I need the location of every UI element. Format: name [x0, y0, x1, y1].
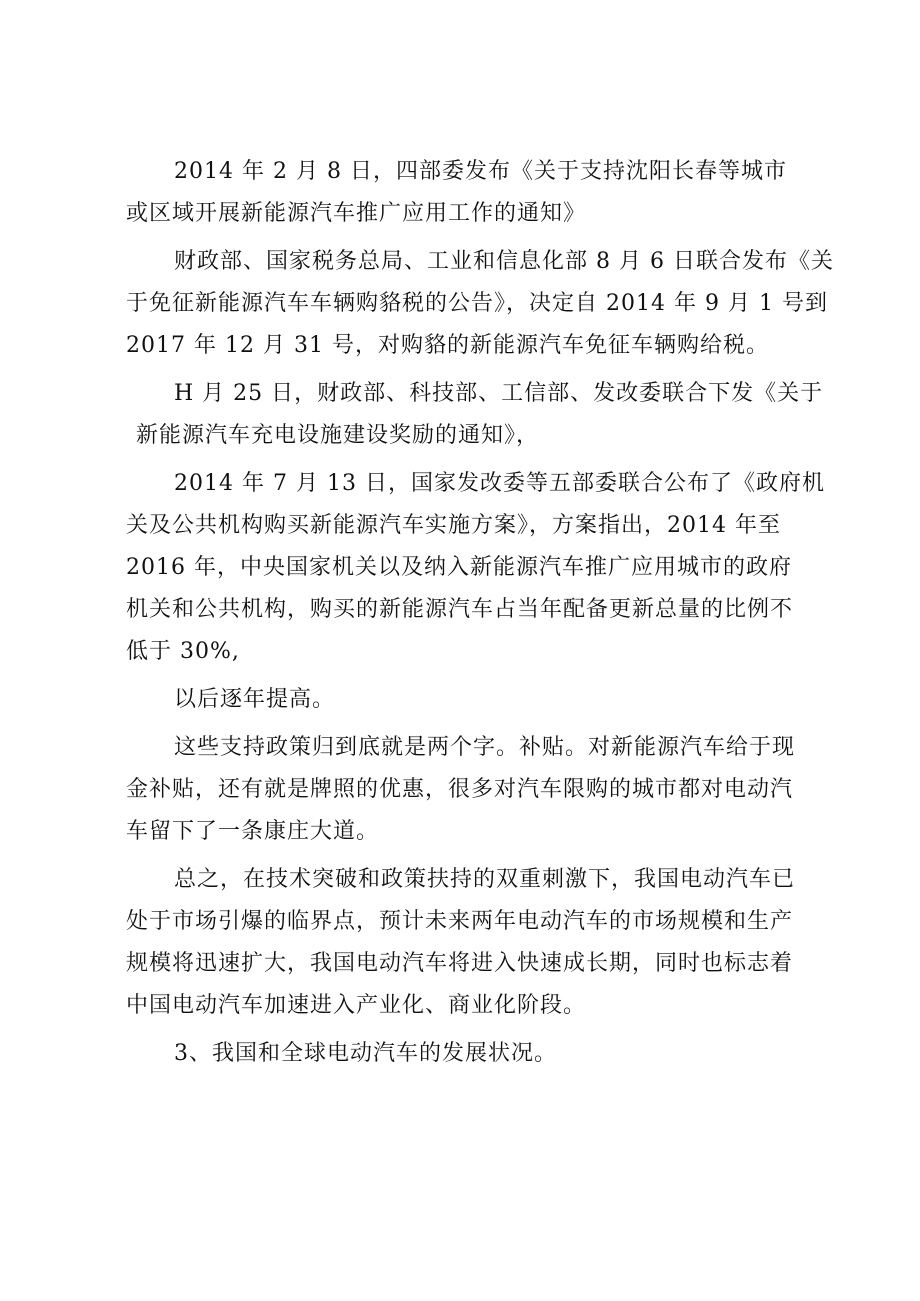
text-line: 中国电动汽车加速进入产业化、商业化阶段。: [126, 993, 587, 1018]
paragraph-announcement-shenyang: [126, 151, 798, 235]
document-body: [126, 151, 834, 1075]
section-heading-development-status: [126, 1033, 798, 1075]
text-line: 2014 年 7 月 13 日，国家发改委等五部委联合公布了《政府机: [174, 471, 825, 496]
text-line: 3、我国和全球电动汽车的发展状况。: [174, 1041, 557, 1066]
text-line: 金补贴，还有就是牌照的优惠，很多对汽车限购的城市都对电动汽: [126, 777, 794, 802]
text-line: 2017 年 12 月 31 号，对购貉的新能源汽车免征车辆购给税。: [126, 333, 769, 358]
text-line: 以后逐年提高。: [174, 687, 336, 712]
paragraph-tax-exemption: [126, 241, 834, 367]
text-line: 机关和公共机构，购买的新能源汽车占当年配备更新总量的比例不: [126, 597, 794, 622]
paragraph-yearly-increase: [126, 679, 798, 721]
text-line: 这些支持政策归到底就是两个字。补贴。对新能源汽车给于现: [174, 735, 796, 760]
text-line: 于免征新能源汽车车辆购貉税的公告》，决定自 2014 年 9 月 1 号到: [126, 291, 828, 316]
text-line: 2016 年，中央国家机关以及纳入新能源汽车推广应用城市的政府: [126, 555, 792, 580]
paragraph-charging-facilities: [126, 373, 824, 457]
paragraph-subsidies: [126, 727, 798, 853]
text-line: 财政部、国家税务总局、工业和信息化部 8 月 6 日联合发布《关: [174, 249, 834, 274]
text-line: 总之，在技术突破和政策扶持的双重刺激下，我国电动汽车已: [174, 867, 796, 892]
paragraph-summary: [126, 859, 798, 1027]
text-line: 车留下了一条康庄大道。: [126, 819, 380, 844]
text-line: 处于市场引爆的临界点，预计未来两年电动汽车的市场规模和生产: [126, 909, 794, 934]
text-line: H 月 25 日，财政部、科技部、工信部、发改委联合下发《关于: [174, 381, 824, 406]
paragraph-government-procurement: [126, 463, 825, 673]
text-line: 或区域开展新能源汽车推广应用工作的通知》: [126, 201, 587, 226]
text-line: 规模将迅速扩大，我国电动汽车将进入快速成长期，同时也标志着: [126, 951, 794, 976]
text-line: 关及公共机构购买新能源汽车实施方案》，方案指出，2014 年至: [126, 513, 781, 538]
text-line: 低于 30%,: [126, 639, 240, 664]
text-line: 2014 年 2 月 8 日，四部委发布《关于支持沈阳长春等城市: [174, 159, 787, 184]
text-line: 新能源汽车充电设施建设奖励的通知》，: [136, 423, 540, 448]
